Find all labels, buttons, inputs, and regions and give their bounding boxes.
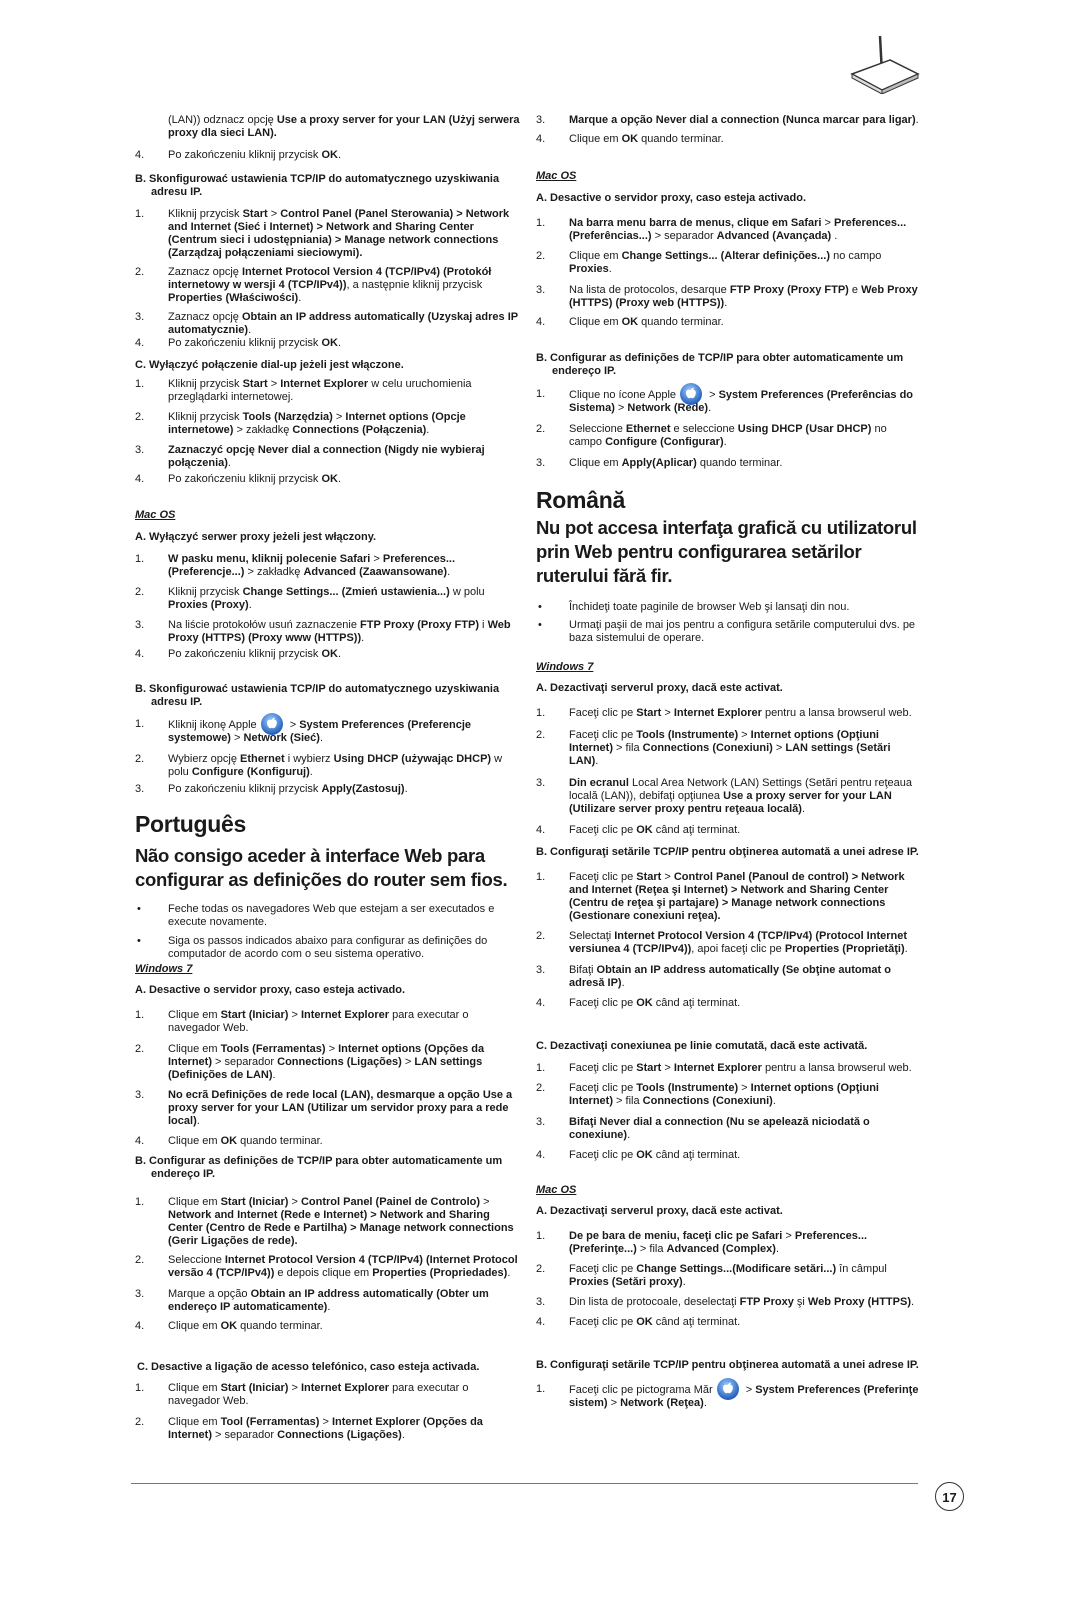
- list-item: 3. Bifaţi Never dial a connection (Nu se apelează niciodată o conexiune).: [536, 1116, 870, 1141]
- list-item: 2. Seleccione Internet Protocol Version 4 (TCP/IPv4) (Internet Protocol versão 4 (TCP/IPv4)) e depois clique em Properties (Propriedades).: [135, 1254, 518, 1279]
- os-heading: Windows 7: [135, 963, 193, 975]
- list-item: 1. Na barra menu barra de menus, clique em Safari > Preferences... (Preferências...) > separador Advanced (Avançada) .: [536, 217, 907, 242]
- section-heading: C. Desactive a ligação de acesso telefónico, caso esteja activada.: [137, 1361, 480, 1373]
- list-item: 1. Faceţi clic pe Start > Internet Explorer pentru a lansa browserul web.: [536, 707, 912, 719]
- os-heading: Mac OS: [536, 1184, 577, 1196]
- list-item: 2. Faceţi clic pe Tools (Instrumente) > Internet options (Opţiuni Internet) > fila Connections (Conexiuni) > LAN settings (Setări LAN).: [536, 729, 891, 767]
- os-heading: Windows 7: [536, 661, 594, 673]
- right-column: [536, 114, 921, 1410]
- list-item: 3. Clique em Apply(Aplicar) quando terminar.: [536, 457, 783, 469]
- list-item: 3. Na liście protokołów usuń zaznaczenie FTP Proxy (Proxy FTP) i Web Proxy (HTTPS) (Proxy www (HTTPS)).: [135, 619, 511, 644]
- list-item: 4. Faceţi clic pe OK când aţi terminat.: [536, 1149, 741, 1161]
- list-item: 3. No ecrã Definições de rede local (LAN), desmarque a opção Use a proxy server for your LAN (Utilizar um servidor proxy para a rede local).: [135, 1089, 513, 1127]
- list-item: 3. Zaznaczyć opcję Never dial a connection (Nigdy nie wybieraj połączenia).: [135, 444, 485, 469]
- list-item: 3. Marque a opção Obtain an IP address automatically (Obter um endereço IP automaticamente).: [135, 1288, 489, 1313]
- list-item: 1. Kliknij ikonę Apple > System Preferences (Preferencje systemowe) > Network (Sieć).: [135, 718, 520, 745]
- section-heading: C. Dezactivaţi conexiunea pe linie comutată, dacă este activată.: [536, 1040, 868, 1052]
- section-heading: C. Wyłączyć połączenie dial-up jeżeli jest włączone.: [135, 359, 404, 371]
- list-item: 3. Zaznacz opcję Obtain an IP address automatically (Uzyskaj adres IP automatycznie).: [135, 311, 518, 336]
- list-item: 1. Faceţi clic pe Start > Internet Explorer pentru a lansa browserul web.: [536, 1062, 912, 1074]
- section-title: Português: [135, 811, 247, 837]
- list-item: 2. Selectaţi Internet Protocol Version 4 (TCP/IPv4) (Protocol Internet versiunea 4 (TCP/IPv4)), apoi faceţi clic pe Properties (Proprietăţi).: [536, 930, 908, 955]
- list-item: (LAN)) odznacz opcję Use a proxy server for your LAN (Użyj serwera proxy dla sieci LAN).: [168, 114, 520, 139]
- list-item: 2. Clique em Tools (Ferramentas) > Internet options (Opções da Internet) > separador Connections (Ligações) > LAN settings (Definições de LAN).: [135, 1043, 485, 1081]
- list-item: 1. Clique em Start (Iniciar) > Internet Explorer para executar o navegador Web.: [135, 1382, 469, 1407]
- list-item: 1. Kliknij przycisk Start > Internet Explorer w celu uruchomienia przeglądarki internetowej.: [135, 378, 472, 403]
- apple-icon: [716, 1377, 740, 1401]
- list-item: 3. Bifaţi Obtain an IP address automatically (Se obţine automat o adresă IP).: [536, 964, 891, 989]
- list-item: 4. Faceţi clic pe OK când aţi terminat.: [536, 1316, 741, 1328]
- list-item: 3. Marque a opção Never dial a connection (Nunca marcar para ligar).: [536, 114, 919, 126]
- list-item: 1. Clique em Start (Iniciar) > Control Panel (Painel de Controlo) > Network and Internet (Rede e Internet) > Network and Sharing Center (Centro de Rede e Partilha) > Manage network connections (Gerir Ligações de rede).: [135, 1196, 514, 1247]
- section-heading: A. Desactive o servidor proxy, caso esteja activado.: [135, 984, 406, 996]
- section-heading: B. Configurar as definições de TCP/IP para obter automaticamente um endereço IP.: [135, 1155, 503, 1180]
- list-item: 4. Clique em OK quando terminar.: [135, 1320, 323, 1332]
- list-item: 2. Kliknij przycisk Tools (Narzędzia) > Internet options (Opcje internetowe) > zakładkę Connections (Połączenia).: [135, 411, 466, 436]
- list-item: 1. W pasku menu, kliknij polecenie Safari > Preferences... (Preferencje...) > zakładkę Advanced (Zaawansowane).: [135, 553, 456, 578]
- bullet-item: • Siga os passos indicados abaixo para configurar as definições do computador de acordo com o seu sistema operativo.: [137, 935, 488, 960]
- left-column: [135, 114, 520, 1442]
- section-heading: A. Dezactivaţi serverul proxy, dacă este activat.: [536, 1205, 783, 1217]
- footer-divider: [131, 1483, 918, 1484]
- list-item: 4. Po zakończeniu kliknij przycisk OK.: [135, 648, 342, 660]
- page-number: 17: [935, 1482, 964, 1511]
- list-item: 1. Faceţi clic pe Start > Control Panel (Panoul de control) > Network and Internet (Reţea şi Internet) > Network and Sharing Center (Centru de reţea şi partajare) > Manage network connections (Gestionare conexiuni reţea).: [536, 871, 905, 922]
- list-item: 2. Clique em Change Settings... (Alterar definições...) no campo Proxies.: [536, 250, 882, 275]
- section-heading: A. Desactive o servidor proxy, caso esteja activado.: [536, 192, 807, 204]
- router-icon: [846, 32, 921, 94]
- list-item: 2. Seleccione Ethernet e seleccione Using DHCP (Usar DHCP) no campo Configure (Configurar).: [536, 423, 887, 448]
- list-item: 3. Po zakończeniu kliknij przycisk Apply(Zastosuj).: [135, 783, 408, 795]
- section-heading: B. Skonfigurować ustawienia TCP/IP do automatycznego uzyskiwania adresu IP.: [135, 683, 500, 708]
- section-heading: A. Wyłączyć serwer proxy jeżeli jest włączony.: [135, 531, 377, 543]
- section-heading: B. Configurar as definições de TCP/IP para obter automaticamente um endereço IP.: [536, 352, 904, 377]
- os-heading: Mac OS: [135, 509, 176, 521]
- list-item: 3. Na lista de protocolos, desarque FTP Proxy (Proxy FTP) e Web Proxy (HTTPS) (Proxy web (HTTPS)).: [536, 284, 918, 309]
- section-title: Română: [536, 487, 625, 513]
- list-item: 2. Faceţi clic pe Tools (Instrumente) > Internet options (Opţiuni Internet) > fila Connections (Conexiuni).: [536, 1082, 879, 1107]
- list-item: 4. Faceţi clic pe OK când aţi terminat.: [536, 997, 741, 1009]
- section-subtitle: Não consigo aceder à interface Web para configurar as definições do router sem fios.: [135, 845, 508, 890]
- list-item: 4. Clique em OK quando terminar.: [536, 133, 724, 145]
- list-item: 1. Faceţi clic pe pictograma Măr > System Preferences (Preferinţe sistem) > Network (Reţea).: [536, 1383, 921, 1410]
- list-item: 2. Kliknij przycisk Change Settings... (Zmień ustawienia...) w polu Proxies (Proxy).: [135, 586, 485, 611]
- list-item: 2. Faceţi clic pe Change Settings...(Modificare setări...) în câmpul Proxies (Setări proxy).: [536, 1263, 887, 1288]
- section-heading: B. Configuraţi setările TCP/IP pentru obţinerea automată a unei adrese IP.: [536, 1359, 919, 1371]
- section-heading: A. Dezactivaţi serverul proxy, dacă este activat.: [536, 682, 783, 694]
- bullet-item: • Închideţi toate paginile de browser Web şi lansaţi din nou.: [538, 601, 850, 613]
- list-item: 2. Clique em Tool (Ferramentas) > Internet Explorer (Opções da Internet) > separador Connections (Ligações).: [135, 1416, 483, 1441]
- bullet-item: • Feche todas os navegadores Web que estejam a ser executados e execute novamente.: [137, 903, 495, 928]
- section-heading: B. Skonfigurować ustawienia TCP/IP do automatycznego uzyskiwania adresu IP.: [135, 173, 500, 198]
- list-item: 1. Clique no ícone Apple > System Preferences (Preferências do Sistema) > Network (Rede).: [536, 388, 921, 415]
- list-item: 4. Clique em OK quando terminar.: [135, 1135, 323, 1147]
- list-item: 1. De pe bara de meniu, faceţi clic pe Safari > Preferences... (Preferinţe...) > fila Advanced (Complex).: [536, 1230, 868, 1255]
- list-item: 2. Wybierz opcję Ethernet i wybierz Using DHCP (używając DHCP) w polu Configure (Konfiguruj).: [135, 753, 503, 778]
- list-item: 1. Clique em Start (Iniciar) > Internet Explorer para executar o navegador Web.: [135, 1009, 469, 1034]
- list-item: 4. Clique em OK quando terminar.: [536, 316, 724, 328]
- bullet-item: • Urmaţi paşii de mai jos pentru a configura setările computerului dvs. pe baza sistemului de operare.: [538, 619, 916, 644]
- list-item: 3. Din lista de protocoale, deselectaţi FTP Proxy şi Web Proxy (HTTPS).: [536, 1296, 915, 1308]
- list-item: 4. Po zakończeniu kliknij przycisk OK.: [135, 473, 342, 485]
- list-item: 3. Din ecranul Local Area Network (LAN) Settings (Setări pentru reţeaua locală (LAN)), debifaţi opţiunea Use a proxy server for your LAN (Utilizare server proxy pentru reţeaua locală).: [536, 777, 912, 815]
- list-item: 4. Po zakończeniu kliknij przycisk OK.: [135, 149, 342, 161]
- os-heading: Mac OS: [536, 170, 577, 182]
- list-item: 4. Faceţi clic pe OK când aţi terminat.: [536, 824, 741, 836]
- list-item: 2. Zaznacz opcję Internet Protocol Version 4 (TCP/IPv4) (Protokół internetowy w wersji 4 (TCP/IPv4)), a następnie kliknij przycisk Properties (Właściwości).: [135, 266, 492, 304]
- section-heading: B. Configuraţi setările TCP/IP pentru obţinerea automată a unei adrese IP.: [536, 846, 919, 858]
- section-subtitle: Nu pot accesa interfaţa grafică cu utilizatorul prin Web pentru configurarea setărilor ruterului fără fir.: [536, 517, 917, 586]
- list-item: 4. Po zakończeniu kliknij przycisk OK.: [135, 337, 342, 349]
- list-item: 1. Kliknij przycisk Start > Control Panel (Panel Sterowania) > Network and Internet (Sieć i Internet) > Network and Sharing Center (Centrum sieci i udostępniania) > Manage network connections (Zarządzaj połączeniami sieciowymi).: [135, 208, 510, 259]
